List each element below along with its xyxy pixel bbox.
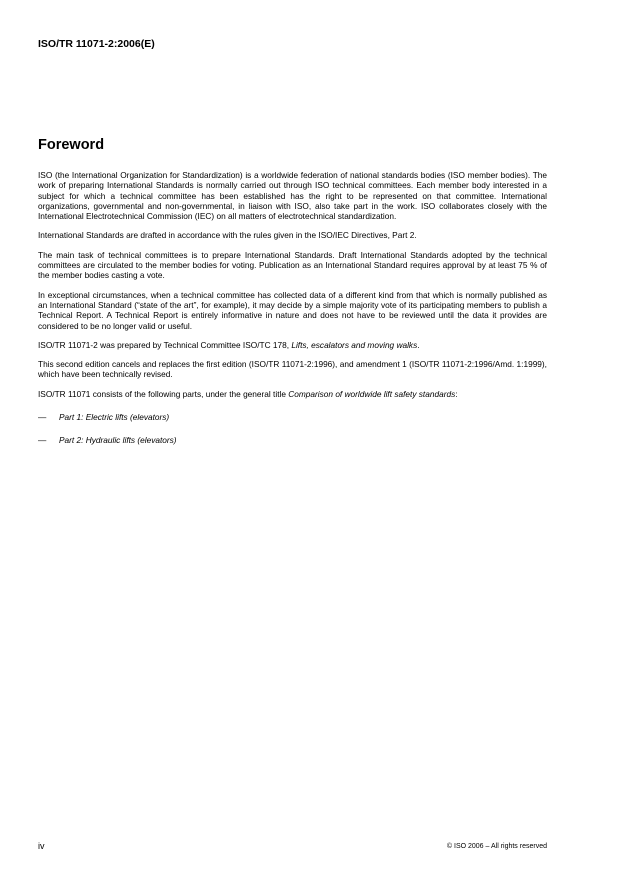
- page-title: Foreword: [38, 137, 105, 153]
- paragraph-drafting-rules: International Standards are drafted in accordance with the rules given in the ISO/IEC Directives, Part 2.: [38, 230, 417, 241]
- foreword-body: [38, 170, 547, 459]
- page-number: iv: [38, 841, 45, 851]
- paragraph-second-edition: This second edition cancels and replaces the first edition (ISO/TR 11071-2:1996), and amendment 1 (ISO/TR 11071-2:1996/Amd. 1:1999), which have been technically revised.: [38, 359, 547, 380]
- paragraph-iso-federation: ISO (the International Organization for Standardization) is a worldwide federation of national standards bodies (ISO member bodies). The work of preparing International Standards is normally carried out through ISO technical committees. Each member body interested in a subject for which a technical committee has been established has the right to be represented on that committee. International organizations, governmental and non-governmental, in liaison with ISO, also take part in the work. ISO collaborates closely with the International Electrotechnical Commission (IEC) on all matters of electrotechnical standardization.: [38, 170, 547, 222]
- list-dash: —: [38, 435, 47, 446]
- copyright-notice: © ISO 2006 – All rights reserved: [446, 843, 547, 850]
- list-item-part-2: [38, 435, 547, 445]
- part-1-title: Part 1: Electric lifts (elevators): [59, 412, 170, 423]
- parts-intro-text: ISO/TR 11071 consists of the following parts, under the general title: [38, 388, 289, 399]
- paragraph-prepared-by: [38, 340, 547, 350]
- paragraph-parts-intro: [38, 389, 547, 399]
- list-item-part-1: [38, 412, 547, 422]
- prepared-by-end: .: [417, 339, 420, 350]
- part-2-title: Part 2: Hydraulic lifts (elevators): [59, 435, 177, 446]
- list-dash: —: [38, 412, 47, 423]
- prepared-by-text: ISO/TR 11071-2 was prepared by Technical Committee ISO/TC 178,: [38, 339, 292, 350]
- paragraph-exceptional-circumstances: In exceptional circumstances, when a technical committee has collected data of a different kind from that which is normally published as an International Standard (“state of the art”, for example), it may decide by a simple majority vote of its participating members to publish a Technical Report. A Technical Report is entirely informative in nature and does not have to be reviewed until the data it provides are considered to be no longer valid or useful.: [38, 289, 547, 331]
- document-header: ISO/TR 11071-2:2006(E): [38, 38, 155, 50]
- parts-intro-end: :: [455, 388, 458, 399]
- general-title: Comparison of worldwide lift safety standards: [288, 388, 456, 399]
- paragraph-technical-committees: The main task of technical committees is to prepare International Standards. Draft International Standards adopted by the technical committees are circulated to the member bodies for voting. Publication as an International Standard requires approval by at least 75 % of the member bodies casting a vote.: [38, 249, 547, 281]
- committee-title: Lifts, escalators and moving walks: [291, 339, 418, 350]
